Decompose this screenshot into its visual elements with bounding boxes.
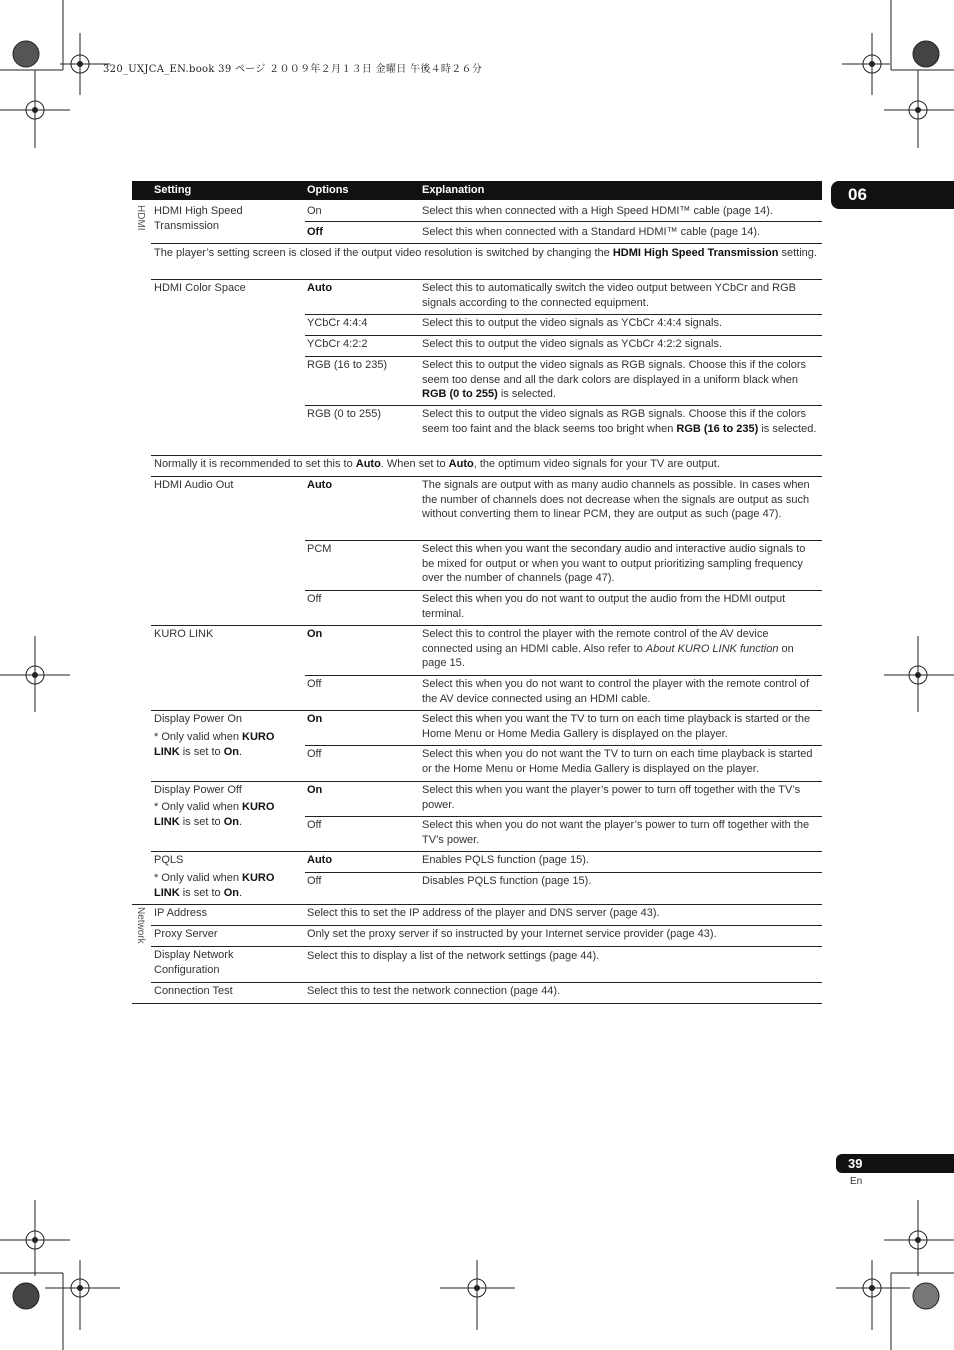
note-valid-kuro: * Only valid when KURO LINK is set to On. xyxy=(154,731,275,758)
option-rgb-16-235: RGB (16 to 235) xyxy=(307,359,388,371)
setting-hdmi-high-speed: HDMI High Speed Transmission xyxy=(154,205,243,232)
explanation: Select this when you do not want to output the audio from the HDMI output terminal. xyxy=(422,593,786,620)
explanation: Select this to output the video signals as YCbCr 4:2:2 signals. xyxy=(422,338,723,350)
explanation: Select this to set the IP address of the player and DNS server (page 43). xyxy=(307,907,660,919)
col-setting: Setting xyxy=(154,184,192,196)
option-off: Off xyxy=(307,593,322,605)
section-network: Network xyxy=(135,907,146,944)
chapter-tab: 06 xyxy=(831,181,954,209)
setting-display-power-on: Display Power On xyxy=(154,713,243,725)
section-hdmi: HDMI xyxy=(135,205,146,231)
explanation: Select this when you want the secondary audio and interactive audio signals to be mixed for output or when you want to output prioritizing sampling frequency over the number of channels (page 47). xyxy=(422,543,806,584)
explanation: Select this when you do not want the player’s power to turn off together with the TV’s power. xyxy=(422,819,810,846)
option-on: On xyxy=(307,628,323,640)
explanation: Select this to output the video signals as RGB signals. Choose this if the colors seem too faint and the black seems too bright when RGB (16 to 235) is selected. xyxy=(422,408,817,435)
page-number: 39 xyxy=(836,1154,954,1173)
explanation: Select this to automatically switch the video output between YCbCr and RGB signals according to the connected equipment. xyxy=(422,282,796,309)
explanation: The signals are output with as many audio channels as possible. In cases when the number of channels does not decrease when the signals are output as such without converting them to linear PCM, they are output as such (page 47). xyxy=(422,479,810,520)
option-off: Off xyxy=(307,748,322,760)
option-off: Off xyxy=(307,678,322,690)
explanation: Only set the proxy server if so instructed by your Internet service provider (page 43). xyxy=(307,928,717,940)
option-pcm: PCM xyxy=(307,543,332,555)
note-hdmi-color-space: Normally it is recommended to set this to Auto. When set to Auto, the optimum video signals for your TV are output. xyxy=(154,458,720,470)
setting-proxy-server: Proxy Server xyxy=(154,928,218,940)
col-explanation: Explanation xyxy=(422,184,485,196)
option-off: Off xyxy=(307,819,322,831)
explanation: Select this to control the player with the remote control of the AV device connected using an HDMI cable. Also refer to About KURO LINK function on page 15. xyxy=(422,628,794,669)
explanation: Select this to output the video signals as RGB signals. Choose this if the colors seem too dense and all the dark colors are displayed in a uniform black when RGB (0 to 255) is selected. xyxy=(422,359,806,400)
note-hdmi-high-speed: The player’s setting screen is closed if the output video resolution is switched by changing the HDMI High Speed Transmission setting. xyxy=(154,247,817,259)
explanation: Select this to output the video signals as YCbCr 4:4:4 signals. xyxy=(422,317,723,329)
option-on: On xyxy=(307,784,323,796)
option-auto: Auto xyxy=(307,282,333,294)
setting-kuro-link: KURO LINK xyxy=(154,628,214,640)
explanation: Select this to display a list of the network settings (page 44). xyxy=(307,950,600,962)
explanation: Select this to test the network connection (page 44). xyxy=(307,985,561,997)
setting-ip-address: IP Address xyxy=(154,907,207,919)
option-rgb-0-255: RGB (0 to 255) xyxy=(307,408,381,420)
language-label: En xyxy=(850,1176,863,1187)
setting-hdmi-audio-out: HDMI Audio Out xyxy=(154,479,234,491)
print-header: 320_UXJCA_EN.book 39 ページ ２００９年２月１３日 金曜日 午後４時２６分 xyxy=(103,64,483,75)
option-auto: Auto xyxy=(307,479,333,491)
note-valid-kuro: * Only valid when KURO LINK is set to On. xyxy=(154,801,275,828)
col-options: Options xyxy=(307,184,349,196)
note-valid-kuro: * Only valid when KURO LINK is set to On. xyxy=(154,872,275,899)
setting-connection-test: Connection Test xyxy=(154,985,233,997)
explanation: Select this when you want the TV to turn on each time playback is started or the Home Menu or Home Media Gallery is displayed on the player. xyxy=(422,713,811,740)
explanation: Enables PQLS function (page 15). xyxy=(422,854,589,866)
option-off: Off xyxy=(307,226,323,238)
setting-display-power-off: Display Power Off xyxy=(154,784,242,796)
setting-hdmi-color-space: HDMI Color Space xyxy=(154,282,246,294)
explanation: Select this when you do not want to control the player with the remote control of the AV device connected using an HDMI cable. xyxy=(422,678,810,705)
option-on: On xyxy=(307,205,322,217)
option-ycbcr422: YCbCr 4:2:2 xyxy=(307,338,368,350)
option-ycbcr444: YCbCr 4:4:4 xyxy=(307,317,368,329)
option-auto: Auto xyxy=(307,854,333,866)
table-header xyxy=(132,181,822,200)
option-off: Off xyxy=(307,875,322,887)
setting-pqls: PQLS xyxy=(154,854,184,866)
explanation: Disables PQLS function (page 15). xyxy=(422,875,592,887)
setting-display-network-configuration: Display Network Configuration xyxy=(154,949,234,976)
explanation: Select this when connected with a High Speed HDMI™ cable (page 14). xyxy=(422,205,773,217)
explanation: Select this when connected with a Standard HDMI™ cable (page 14). xyxy=(422,226,761,238)
explanation: Select this when you want the player’s power to turn off together with the TV’s power. xyxy=(422,784,801,811)
explanation: Select this when you do not want the TV to turn on each time playback is started or the Home Menu or Home Media Gallery is displayed on the player. xyxy=(422,748,813,775)
option-on: On xyxy=(307,713,323,725)
